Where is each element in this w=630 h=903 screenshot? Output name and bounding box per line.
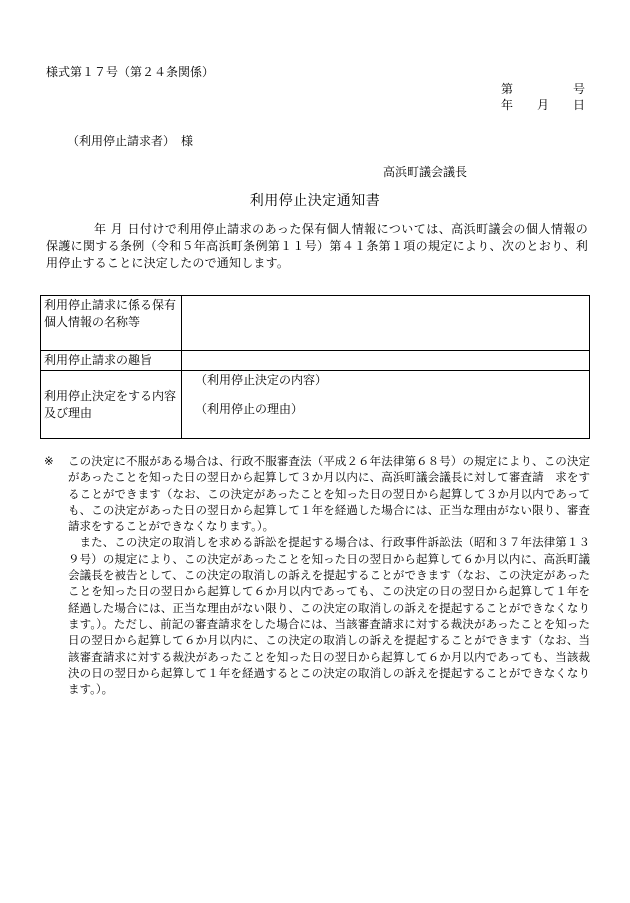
document-title: 利用停止決定通知書 (249, 193, 381, 209)
row-reason-value (182, 371, 590, 439)
row-gist-value (182, 351, 590, 371)
row-gist-label: 利用停止請求の趣旨 (41, 351, 182, 371)
date-day: 日 (572, 98, 585, 112)
note-paragraph-1 (44, 453, 590, 534)
note-paragraph-2: また、この決定の取消しを求める訴訟を提起する場合は、行政事件訴訟法（昭和３７年法律第１３９号）の規定により、この決定があったことを知った日の翌日から起算して６か月以内に、高浜町議会議長を被告として、この決定の取消しの訴えを提起することができます（なお、この決定があったことを知った日の翌日から起算して６か月以内であっても、この決定の日の翌日から起算して１年を経過した場合には、正当な理由がない限り、この決定の取消しの訴えを提起することができなくなります。）。ただし、前記の審査請求をした場合には、当該審査請求に対する裁決があったことを知った日の翌日から起算して６か月以内に、この決定の取消しの訴えを提起することができます（なお、当該審査請求に対する裁決があったことを知った日の翌日から起算して６か月以内であっても、当該裁決の日の翌日から起算して１年を経過するとこの決定の取消しの訴えを提起することができなくなります。）。 (68, 535, 590, 697)
note-mark: ※ (44, 454, 54, 468)
row-name-value (182, 296, 590, 351)
table-row-name (41, 296, 590, 351)
table-row-reason (41, 371, 590, 439)
notes-section (44, 453, 590, 697)
number-label: 第 (501, 82, 514, 96)
date-month: 月 (536, 98, 549, 112)
table-row-gist (41, 351, 590, 371)
info-table (40, 295, 590, 439)
document-number (501, 81, 585, 97)
note-paragraph-1-text: この決定に不服がある場合は、行政不服審査法（平成２６年法律第６８号）の規定により、この決定があったことを知った日の翌日から起算して３か月以内に、高浜町議会議長に対して審査請 求をすることができます（なお、この決定があったことを知った日の翌日から起算して３か月以内であっても、この決定があった日の翌日から起算して１年を経過した場合には、正当な理由がない限り、審査請求をすることができなくなります。）。 (68, 454, 590, 534)
date-year: 年 (501, 98, 514, 112)
addressee: （利用停止請求者） 様 (67, 134, 194, 148)
sender: 高浜町議会議長 (383, 165, 468, 179)
form-number: 様式第１７号（第２４条関係） (46, 65, 215, 79)
number-suffix: 号 (572, 82, 585, 96)
document-date (501, 97, 585, 113)
row-name-label: 利用停止請求に係る保有個人情報の名称等 (41, 296, 182, 351)
body-text: 年 月 日付けで利用停止請求のあった保有個人情報については、高浜町議会の個人情報の保護に関する条例（令和５年高浜町条例第１１号）第４１条第１項の規定により、次のとおり、利用停止することに決定したので通知します。 (46, 222, 588, 270)
decision-content-label: （利用停止決定の内容） (195, 373, 328, 387)
decision-reason-label: （利用停止の理由） (195, 402, 304, 416)
row-reason-label: 利用停止決定をする内容及び理由 (41, 371, 182, 439)
